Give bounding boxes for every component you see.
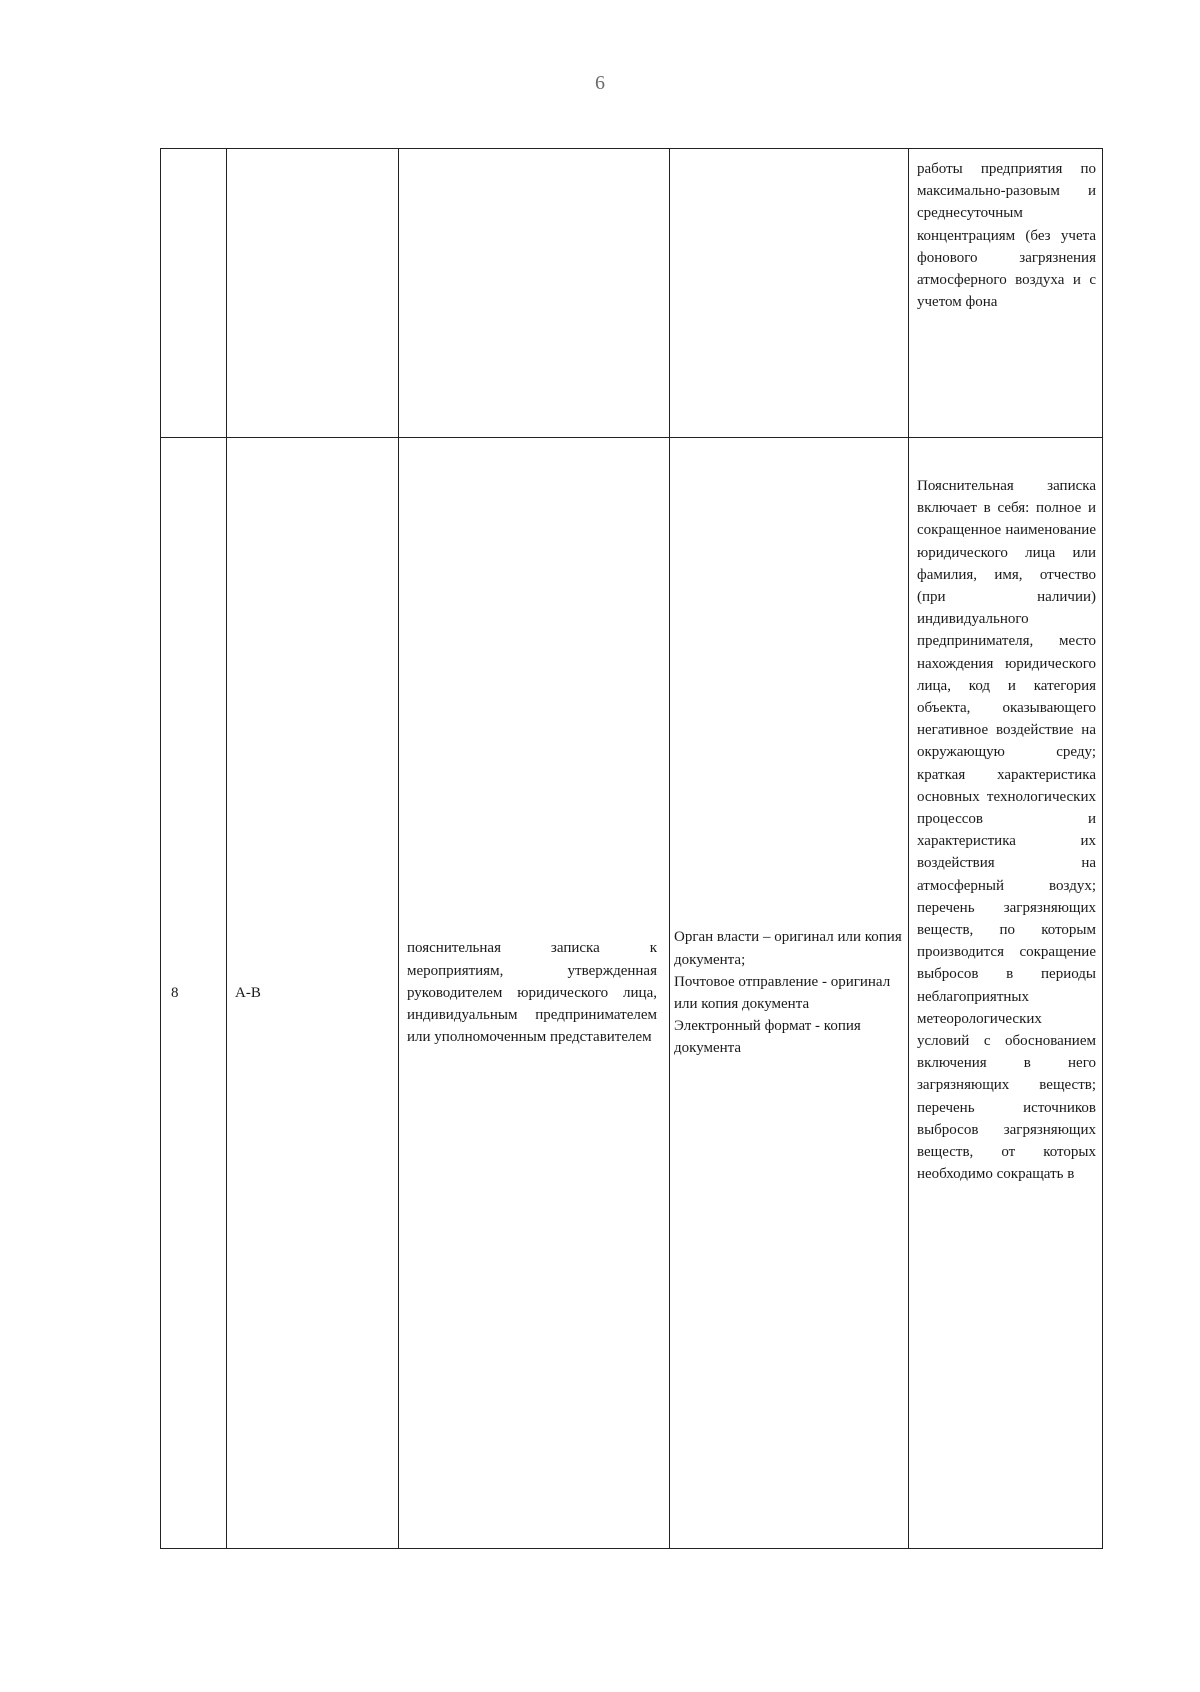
form-line-electronic: Электронный формат - копия документа [674, 1018, 861, 1057]
row-requirements: Пояснительная записка включает в себя: полное и сокращенное наименование юридического лица или фамилия, имя, отчество (при наличии) индивидуального предпринимателя, место нахождения юридического лица, код и категория объекта, оказывающего негативное воздействие на окружающую среду; краткая характеристика основных технологических процессов и характеристика их воздействия на атмосферный воздух; перечень загрязняющих веществ, по которым производится сокращение выбросов в периоды неблагоприятных метеорологических условий с обоснованием включения в него загрязняющих веществ; перечень источников выбросов загрязняющих веществ, от которых необходимо сокращать в [917, 478, 1096, 1183]
row-form [670, 926, 908, 1059]
cell-document-empty [399, 149, 670, 438]
cell-category [227, 438, 399, 1549]
cell-number [161, 438, 227, 1549]
cell-number-empty [161, 149, 227, 438]
cell-requirements [909, 438, 1103, 1549]
form-line-postal: Почтовое отправление - оригинал или копия документа [674, 973, 891, 1012]
table-row-continuation [161, 149, 1103, 438]
row-category: А-В [235, 984, 261, 1001]
cell-requirements-continuation [909, 149, 1103, 438]
table-row-8 [161, 438, 1103, 1549]
row-document: пояснительная записка к мероприятиям, утвержденная руководителем юридического лица, индивидуальным предпринимателем или уполномоченным представителем [407, 940, 657, 1046]
cell-category-empty [227, 149, 399, 438]
page-number: 6 [595, 72, 605, 94]
requirements-continuation-text: работы предприятия по максимально-разовым и среднесуточным концентрациям (без учета фонового загрязнения атмосферного воздуха и с учетом фона [917, 161, 1096, 311]
cell-form-empty [670, 149, 909, 438]
row-number: 8 [171, 984, 179, 1001]
cell-document [399, 438, 670, 1549]
requirements-table [160, 148, 1103, 1549]
form-line-authority: Орган власти – оригинал или копия документа; [674, 929, 902, 968]
cell-form [670, 438, 909, 1549]
